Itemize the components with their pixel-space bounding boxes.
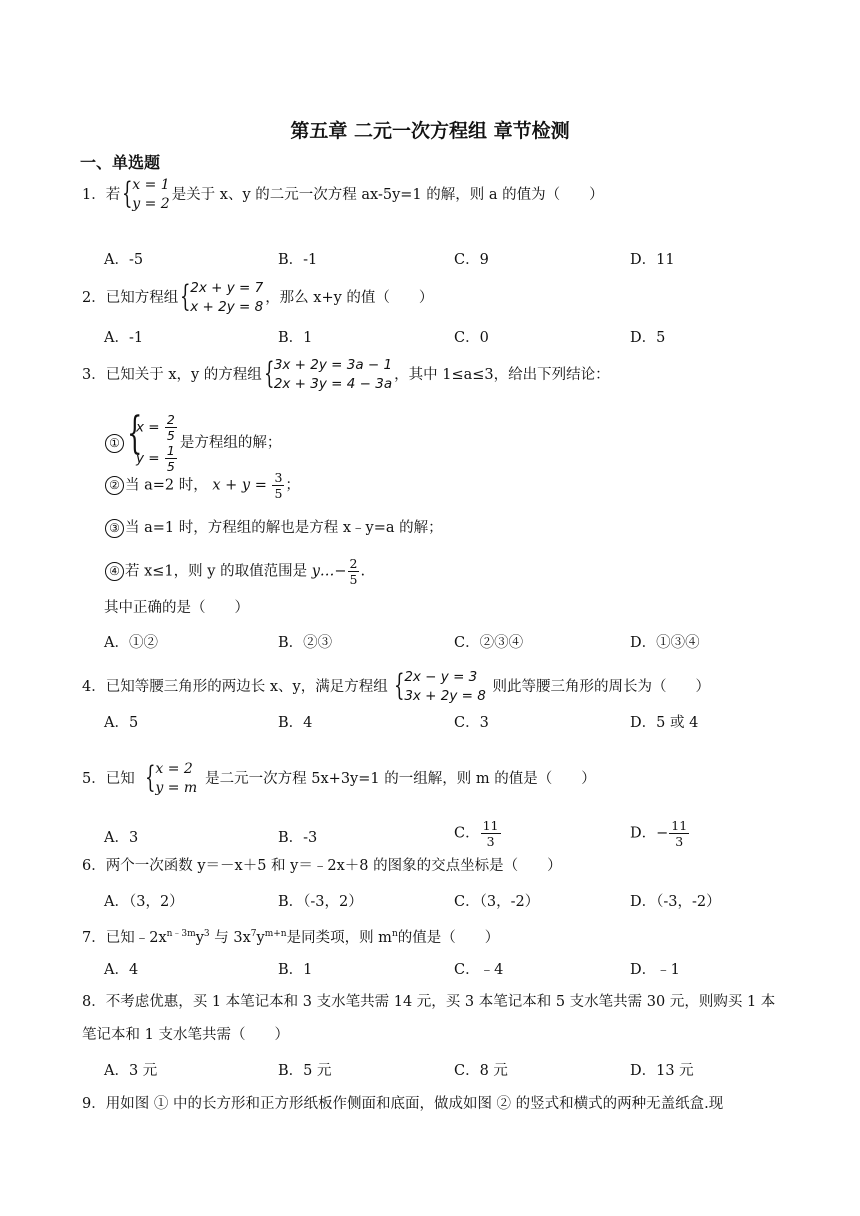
q4-system (394, 668, 486, 706)
denominator: 5 (349, 572, 358, 587)
q5-option-d-label: D． (630, 825, 657, 842)
circled-three-icon: ③ (105, 519, 124, 538)
q7-sup5: n (391, 929, 398, 939)
q3-number: 3．已知关于 x，y 的方程组 (82, 367, 262, 383)
q7-sup1: n﹣3m (166, 929, 196, 939)
q7-sup3: 7 (250, 929, 257, 939)
q3-s4-text: 若 x≤1，则 y 的取值范围是 (125, 563, 308, 580)
q7-option-d[interactable]: D．﹣1 (630, 962, 680, 978)
q1-eq2: y = 2 (132, 196, 170, 212)
q7-mid1: y (195, 929, 204, 946)
q3-statement-3 (104, 518, 443, 538)
q5-option-a[interactable]: A．3 (104, 830, 139, 846)
q5-option-c-label: C． (454, 825, 480, 842)
q5-option-b[interactable]: B．-3 (278, 830, 318, 846)
question-8-line-2: 笔记本和 1 支水笔共需（ ） (82, 1027, 289, 1043)
q1-option-d[interactable]: D．11 (630, 252, 675, 268)
q6-option-a[interactable]: A．（3，2） (104, 894, 184, 910)
q8-option-a[interactable]: A．3 元 (104, 1063, 158, 1079)
q3-s2-text: 当 a=2 时， (125, 477, 208, 494)
q5-eq1: x = 2 (155, 761, 193, 777)
q3-option-c[interactable]: C．②③④ (454, 635, 524, 651)
q3-s4-end: . (360, 563, 366, 580)
q1-system (122, 176, 169, 214)
q8-options (104, 1059, 804, 1081)
q3-eq1: 3x + 2y = 3a − 1 (273, 357, 393, 373)
q7-option-c[interactable]: C．﹣4 (454, 962, 504, 978)
numerator: 11 (671, 818, 688, 833)
q4-option-b[interactable]: B．4 (278, 715, 313, 731)
q5-d-fraction (669, 818, 689, 849)
q1-option-b[interactable]: B．-1 (278, 252, 318, 268)
brace-icon: { (127, 408, 143, 459)
brace-icon: { (263, 356, 275, 391)
question-8-line-1: 8．不考虑优惠，买 1 本笔记本和 3 支水笔共需 14 元，买 3 本笔记本和 5 支水笔共需 30 元，则购买 1 本 (82, 994, 776, 1010)
circled-one-icon: ① (105, 434, 124, 453)
q7-option-a[interactable]: A．4 (104, 962, 139, 978)
q1-number: 1．若 (82, 187, 121, 203)
q3-system (264, 356, 392, 394)
q3-s4-fraction (348, 556, 360, 587)
denominator: 3 (486, 834, 495, 849)
q1-option-c[interactable]: C．9 (454, 252, 489, 268)
q5-d-sign: − (656, 825, 669, 842)
q6-option-d[interactable]: D．（-3，-2） (630, 894, 721, 910)
question-6: 6．两个一次函数 y＝－x＋5 和 y＝﹣2x＋8 的图象的交点坐标是（ ） (82, 858, 562, 874)
q2-system (180, 279, 263, 317)
q3-option-b[interactable]: B．②③ (278, 635, 333, 651)
q3-eq2: 2x + 3y = 4 − 3a (273, 376, 393, 392)
denominator: 5 (166, 428, 175, 443)
brace-icon: { (145, 760, 156, 795)
q7-mid4: 是同类项，则 m (286, 929, 392, 946)
q2-options (104, 326, 804, 348)
q5-eq2: y = m (155, 780, 198, 796)
numerator: 3 (274, 470, 283, 485)
q7-end: 的值是（ ） (397, 929, 500, 946)
q6-options (104, 890, 804, 912)
question-5 (82, 760, 596, 798)
q7-option-b[interactable]: B．1 (278, 962, 313, 978)
q2-option-c[interactable]: C．0 (454, 330, 489, 346)
q3-text: ，其中 1≤a≤3，给出下列结论： (394, 367, 610, 383)
q4-option-a[interactable]: A．5 (104, 715, 139, 731)
q3-statement-2 (104, 470, 300, 501)
q3-statement-4 (104, 556, 365, 587)
q2-option-b[interactable]: B．1 (278, 330, 313, 346)
q8-option-d[interactable]: D．13 元 (630, 1063, 694, 1079)
q5-text: 是二元一次方程 5x+3y=1 的一组解，则 m 的值是（ ） (205, 771, 596, 787)
q4-options (104, 711, 804, 733)
q3-s4-expr: y…− (311, 563, 347, 580)
q3-s3-text: 当 a=1 时，方程组的解也是方程 x﹣y=a 的解； (125, 520, 443, 536)
q3-options (104, 631, 804, 653)
q2-option-d[interactable]: D．5 (630, 330, 666, 346)
question-4 (82, 668, 710, 706)
q7-mid2: 与 3x (209, 929, 251, 946)
brace-icon: { (394, 668, 405, 703)
q3-s1-x-fraction (165, 412, 177, 443)
denominator: 5 (166, 459, 175, 474)
q3-option-d[interactable]: D．①③④ (630, 635, 700, 651)
q5-c-fraction (481, 818, 501, 849)
q1-options (104, 248, 804, 270)
q5-system (145, 760, 197, 798)
q3-s2-fraction (272, 470, 284, 501)
q1-option-a[interactable]: A．-5 (104, 252, 144, 268)
q6-option-b[interactable]: B．（-3，2） (278, 894, 363, 910)
q7-options (104, 958, 804, 980)
q2-option-a[interactable]: A．-1 (104, 330, 144, 346)
question-2 (82, 279, 433, 317)
page-title: 第五章 二元一次方程组 章节检测 (290, 120, 570, 142)
question-7 (82, 924, 499, 948)
q3-s1-y: y = (136, 450, 160, 467)
q2-eq2: x + 2y = 8 (190, 299, 264, 315)
q4-eq1: 2x − y = 3 (404, 669, 478, 685)
q2-text: ，那么 x+y 的值（ ） (265, 290, 434, 306)
q4-option-c[interactable]: C．3 (454, 715, 489, 731)
q3-option-a[interactable]: A．①② (104, 635, 158, 651)
q1-text: 是关于 x、y 的二元一次方程 ax-5y=1 的解，则 a 的值为（ ） (171, 187, 604, 203)
numerator: 11 (482, 818, 499, 833)
numerator: 1 (166, 443, 175, 458)
q4-number: 4．已知等腰三角形的两边长 x、y，满足方程组 (82, 679, 388, 695)
numerator: 2 (349, 556, 358, 571)
question-3 (82, 356, 610, 394)
q2-eq1: 2x + y = 7 (190, 280, 264, 296)
numerator: 2 (166, 412, 175, 427)
q7-sup4: m+n (264, 929, 287, 939)
q4-text: 则此等腰三角形的周长为（ ） (492, 679, 710, 695)
section-heading: 一、单选题 (80, 153, 161, 172)
q4-eq2: 3x + 2y = 8 (404, 688, 486, 704)
q2-number: 2．已知方程组 (82, 290, 179, 306)
question-9-line-1: 9．用如图 ① 中的长方形和正方形纸板作侧面和底面，做成如图 ② 的竖式和横式的两种无盖纸盒.现 (82, 1096, 724, 1112)
circled-four-icon: ④ (105, 562, 124, 581)
circled-two-icon: ② (105, 476, 124, 495)
q3-s2-end: ； (285, 477, 300, 494)
q7-pre: 7．已知﹣2x (82, 929, 167, 946)
q8-option-c[interactable]: C．8 元 (454, 1063, 508, 1079)
q3-s1-system (127, 408, 178, 474)
question-1 (82, 176, 604, 214)
q3-s1-x: x = (136, 419, 160, 436)
q4-option-d[interactable]: D．5 或 4 (630, 715, 699, 731)
q5-option-d[interactable] (630, 818, 690, 849)
q5-option-c[interactable] (454, 818, 502, 849)
q1-eq1: x = 1 (132, 177, 170, 193)
q3-which: 其中正确的是（ ） (104, 600, 249, 616)
q5-number: 5．已知 (82, 771, 135, 787)
q3-s2-expr: x + y = (212, 477, 267, 494)
denominator: 3 (675, 834, 684, 849)
q3-s1-text: 是方程组的解； (179, 435, 282, 451)
q8-option-b[interactable]: B．5 元 (278, 1063, 332, 1079)
denominator: 5 (274, 486, 283, 501)
q3-statement-1 (104, 408, 282, 474)
brace-icon: { (180, 279, 191, 314)
q7-sup2: 3 (203, 929, 210, 939)
q6-option-c[interactable]: C．（3，-2） (454, 894, 540, 910)
q5-options (104, 818, 804, 854)
brace-icon: { (122, 176, 133, 211)
q7-mid3: y (256, 929, 265, 946)
